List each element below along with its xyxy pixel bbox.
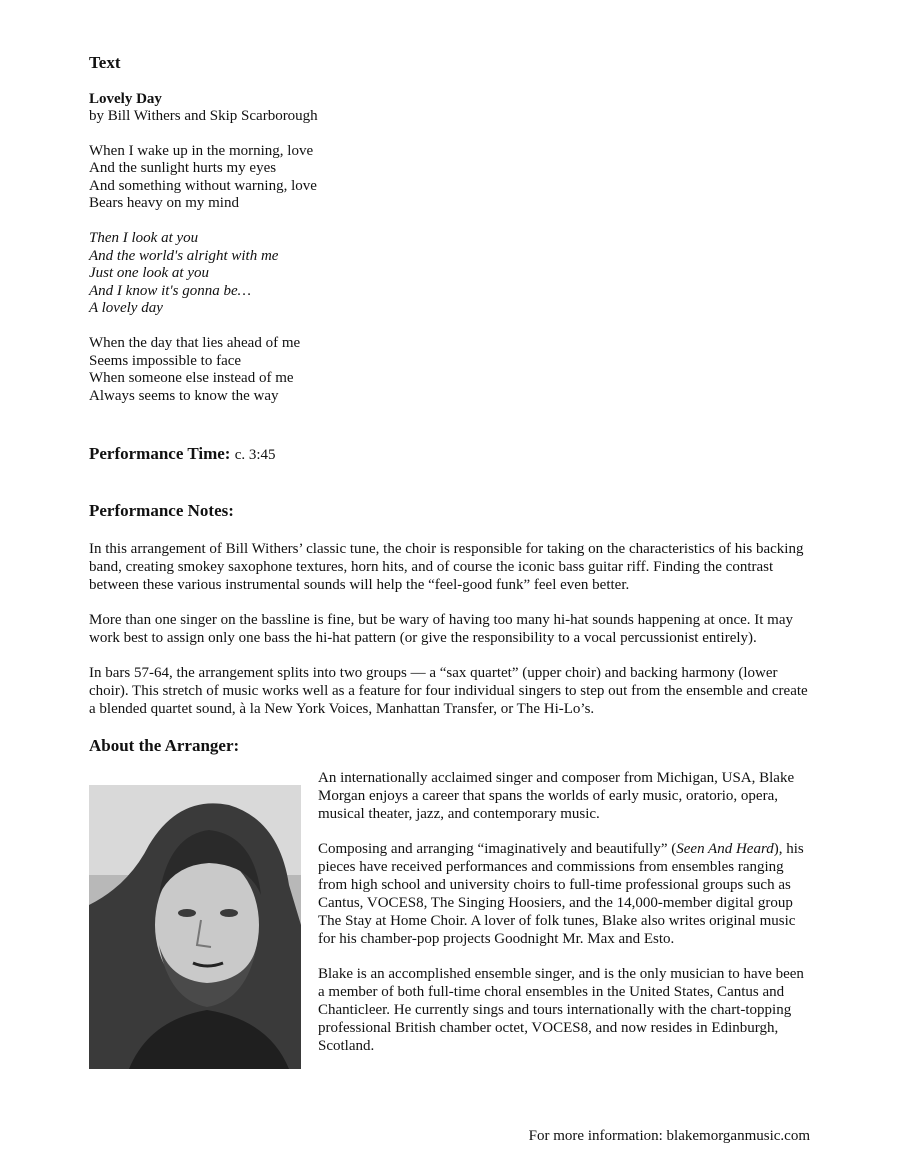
song-header (89, 90, 814, 126)
bio-text: Composing and arranging “imaginatively and beautifully” ( (318, 841, 677, 858)
performance-notes (89, 540, 814, 718)
performance-time-value: c. 3:45 (234, 447, 276, 464)
bio-paragraph (318, 840, 814, 948)
bio-paragraph: An internationally acclaimed singer and composer from Michigan, USA, Blake Morgan enjoys a career that spans the worlds of early music, oratorio, opera, musical theater, jazz, and contemporary music. (318, 770, 795, 823)
lyric-line: And the world's alright with me (89, 247, 279, 264)
lyric-line: Seems impossible to face (89, 352, 242, 369)
notes-paragraph: More than one singer on the bassline is fine, but be wary of having too many hi-hat sounds happening at once. It may work best to assign only one bass the hi-hat pattern (or give the responsibility to a vocal percussionist entirely). (89, 612, 794, 647)
lyric-line: Then I look at you (89, 229, 199, 246)
lyric-line: Always seems to know the way (89, 387, 279, 404)
notes-paragraph: In bars 57-64, the arrangement splits into two groups — a “sax quartet” (upper choir) and backing harmony (lower choir). This stretch of music works well as a feature for four individual singers to step out from the ensemble and create a blended quartet sound, à la New York Voices, Manhattan Transfer, or The Hi-Lo’s. (89, 665, 808, 718)
performance-time (89, 443, 814, 466)
bio-text: ), his pieces have received performances and commissions from ensembles ranging from high school and university choirs to full-time professional groups such as Cantus, VOCES8, The Singing Hoosiers, and the 14,000-member digital group The Stay at Home Choir. A lover of folk tunes, Blake also writes original music for his chamber-pop projects Goodnight Mr. Max and Esto. (318, 841, 804, 948)
document-page (89, 52, 814, 1109)
verse-2 (89, 335, 814, 405)
lyric-line: When I wake up in the morning, love (89, 142, 314, 159)
verse-1 (89, 143, 814, 213)
performance-notes-heading: Performance Notes: (89, 501, 234, 521)
song-title: Lovely Day (89, 91, 162, 107)
lyric-line: Bears heavy on my mind (89, 195, 239, 212)
bio-paragraph: Blake is an accomplished ensemble singer, and is the only musician to have been a member of both full-time choral ensembles in the United States, Cantus and Chanticleer. He currently sings and tours internationally with the chart-topping professional British chamber octet, VOCES8, and now resides in Edinburgh, Scotland. (318, 966, 804, 1055)
section-title: Text (89, 53, 121, 72)
lyric-line: And something without warning, love (89, 177, 317, 194)
arranger-bio (318, 769, 814, 1072)
chorus (89, 230, 814, 318)
performance-time-label: Performance Time: (89, 444, 231, 464)
bio-quote-source: Seen And Heard (676, 841, 774, 858)
lyric-line: When someone else instead of me (89, 370, 294, 387)
about-section (89, 769, 814, 1109)
lyric-line: Just one look at you (89, 265, 209, 282)
lyric-line: And the sunlight hurts my eyes (89, 160, 277, 177)
notes-paragraph: In this arrangement of Bill Withers’ classic tune, the choir is responsible for taking on the characteristics of his backing band, creating smokey saxophone textures, horn hits, and of course the iconic bass guitar riff. Finding the contrast between these various instrumental sounds will help the “feel-good funk” feel even better. (89, 541, 804, 594)
lyric-line: A lovely day (89, 300, 163, 317)
about-heading: About the Arranger: (89, 736, 240, 756)
footer-info: For more information: blakemorganmusic.com (528, 1128, 810, 1144)
arranger-photo (89, 785, 301, 1069)
lyric-line: When the day that lies ahead of me (89, 334, 301, 351)
lyric-line: And I know it's gonna be… (89, 282, 251, 299)
song-byline: by Bill Withers and Skip Scarborough (89, 108, 318, 124)
portrait-illustration (89, 785, 301, 1069)
